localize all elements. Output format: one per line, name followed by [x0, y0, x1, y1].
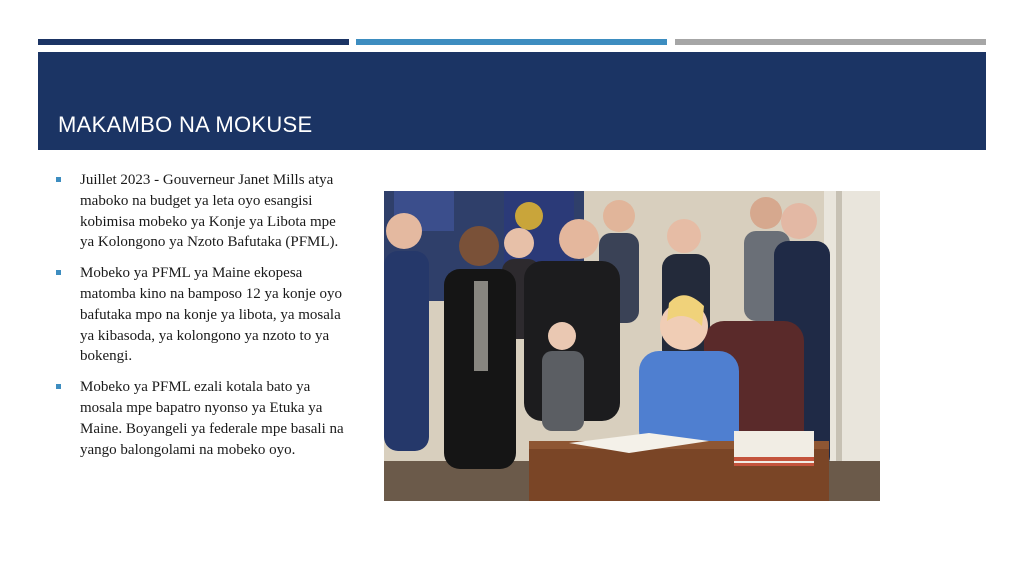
- accent-bar-gray: [675, 39, 986, 45]
- accent-bar-dark: [38, 39, 349, 45]
- square-bullet-icon: [56, 270, 61, 275]
- bullet-item: [56, 263, 346, 367]
- title-band: [38, 52, 986, 150]
- slide-title: MAKAMBO NA MOKUSE: [58, 112, 313, 137]
- bill-signing-photo: [384, 191, 880, 501]
- bullet-text: Juillet 2023 - Gouverneur Janet Mills atya maboko na budget ya leta oyo esangisi kobimisa mobeko ya Konje ya Libota mpe ya Kolongono ya Nzoto Bafutaka (PFML).: [80, 172, 339, 251]
- square-bullet-icon: [56, 384, 61, 389]
- bullet-text: Mobeko ya PFML ya Maine ekopesa matomba kino na bamposo 12 ya konje oyo bafutaka mpo na konje ya libota, ya mosala ya kibasoda, ya kolongono ya nzoto to ya bokengi.: [80, 265, 343, 365]
- bullet-text: Mobeko ya PFML ezali kotala bato ya mosala mpe bapatro nyonso ya Etuka ya Maine. Boyangeli ya federale mpe basali na yango balongolami na mobeko oyo.: [80, 379, 344, 458]
- accent-bar-blue: [356, 39, 667, 45]
- photo-illustration: [384, 191, 880, 501]
- square-bullet-icon: [56, 177, 61, 182]
- bullet-item: [56, 170, 346, 253]
- bullet-list: [56, 170, 346, 470]
- bullet-item: [56, 377, 346, 460]
